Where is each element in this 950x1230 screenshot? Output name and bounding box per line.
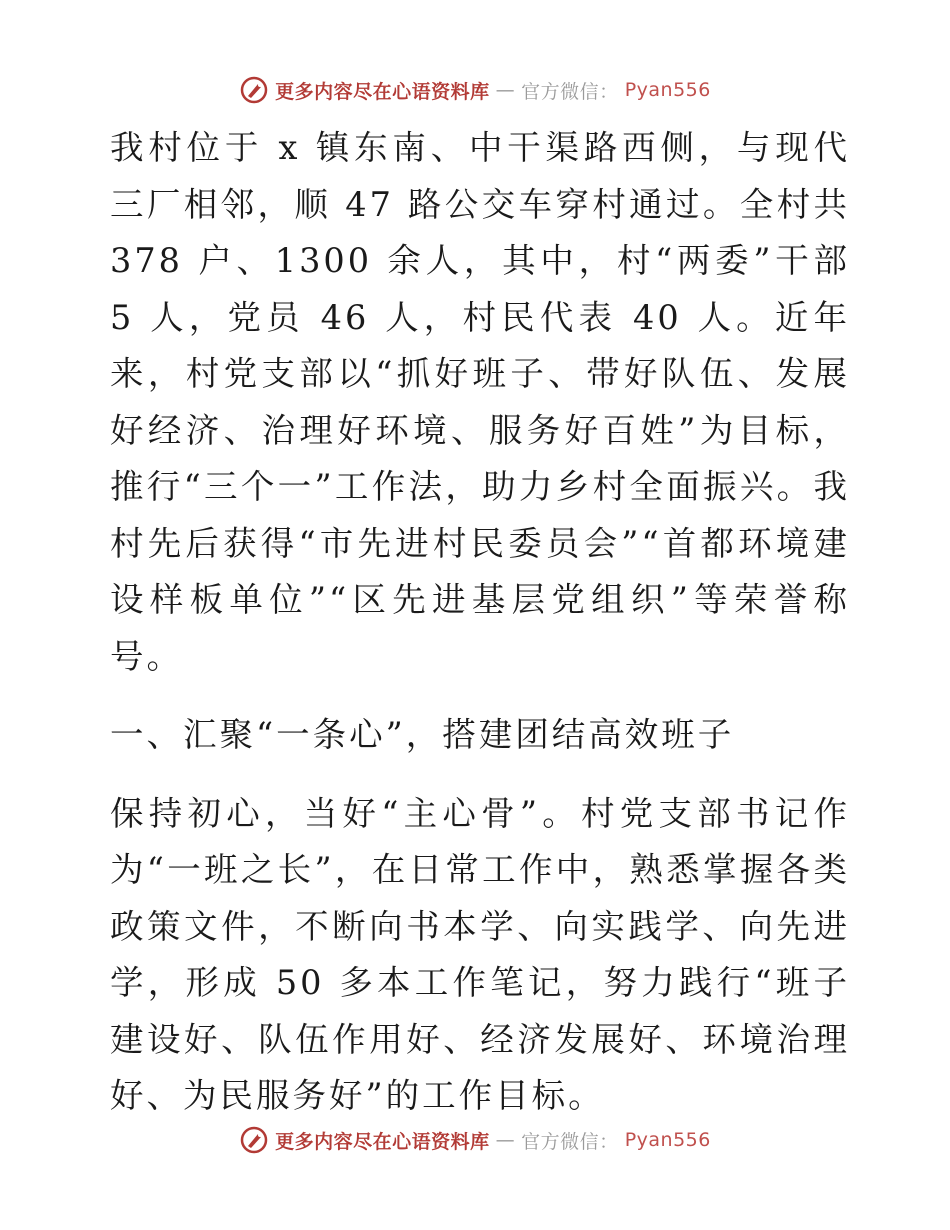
intro-paragraph: 我村位于 x 镇东南、中干渠路西侧，与现代三厂相邻，顺 47 路公交车穿村通过。全村共 378 户、1300 余人，其中，村“两委”干部 5 人，党员 46 人，村民代表 40 人。近年来，村党支部以“抓好班子、带好队伍、发展好经济、治理好环境、服务好百姓”为目标，推行“三个一”工作法，助力乡村全面振兴。我村先后获得“市先进村民委员会”“首都环境建设样板单位”“区先进基层党组织”等荣誉称号。 bbox=[110, 128, 850, 676]
section-paragraph: 保持初心，当好“主心骨”。村党支部书记作为“一班之长”，在日常工作中，熟悉掌握各类政策文件，不断向书本学、向实践学、向先进学，形成 50 多本工作笔记，努力践行“班子建设好、队伍作用好、经济发展好、环境治理好、为民服务好”的工作目标。 bbox=[110, 793, 850, 1115]
header-banner bbox=[0, 70, 950, 110]
banner-wechat-handle: Pyan556 bbox=[624, 1129, 711, 1151]
banner-promo-text: 更多内容尽在心语资料库 bbox=[275, 1130, 490, 1153]
pen-seal-icon bbox=[239, 1125, 269, 1155]
paragraph-spacer bbox=[98, 685, 850, 707]
banner-promo-text: 更多内容尽在心语资料库 bbox=[275, 80, 490, 103]
paragraph-spacer bbox=[98, 764, 850, 786]
banner-wechat-label: 官方微信： bbox=[521, 80, 619, 103]
section-heading: 一、汇聚“一条心”，搭建团结高效班子 bbox=[110, 715, 735, 754]
pen-seal-icon bbox=[239, 75, 269, 105]
footer-banner bbox=[0, 1120, 950, 1160]
document-body bbox=[98, 120, 850, 1125]
banner-wechat-handle: Pyan556 bbox=[624, 79, 711, 101]
banner-wechat-label: 官方微信： bbox=[521, 1130, 619, 1153]
banner-dash: — bbox=[495, 79, 516, 101]
banner-dash: — bbox=[495, 1129, 516, 1151]
